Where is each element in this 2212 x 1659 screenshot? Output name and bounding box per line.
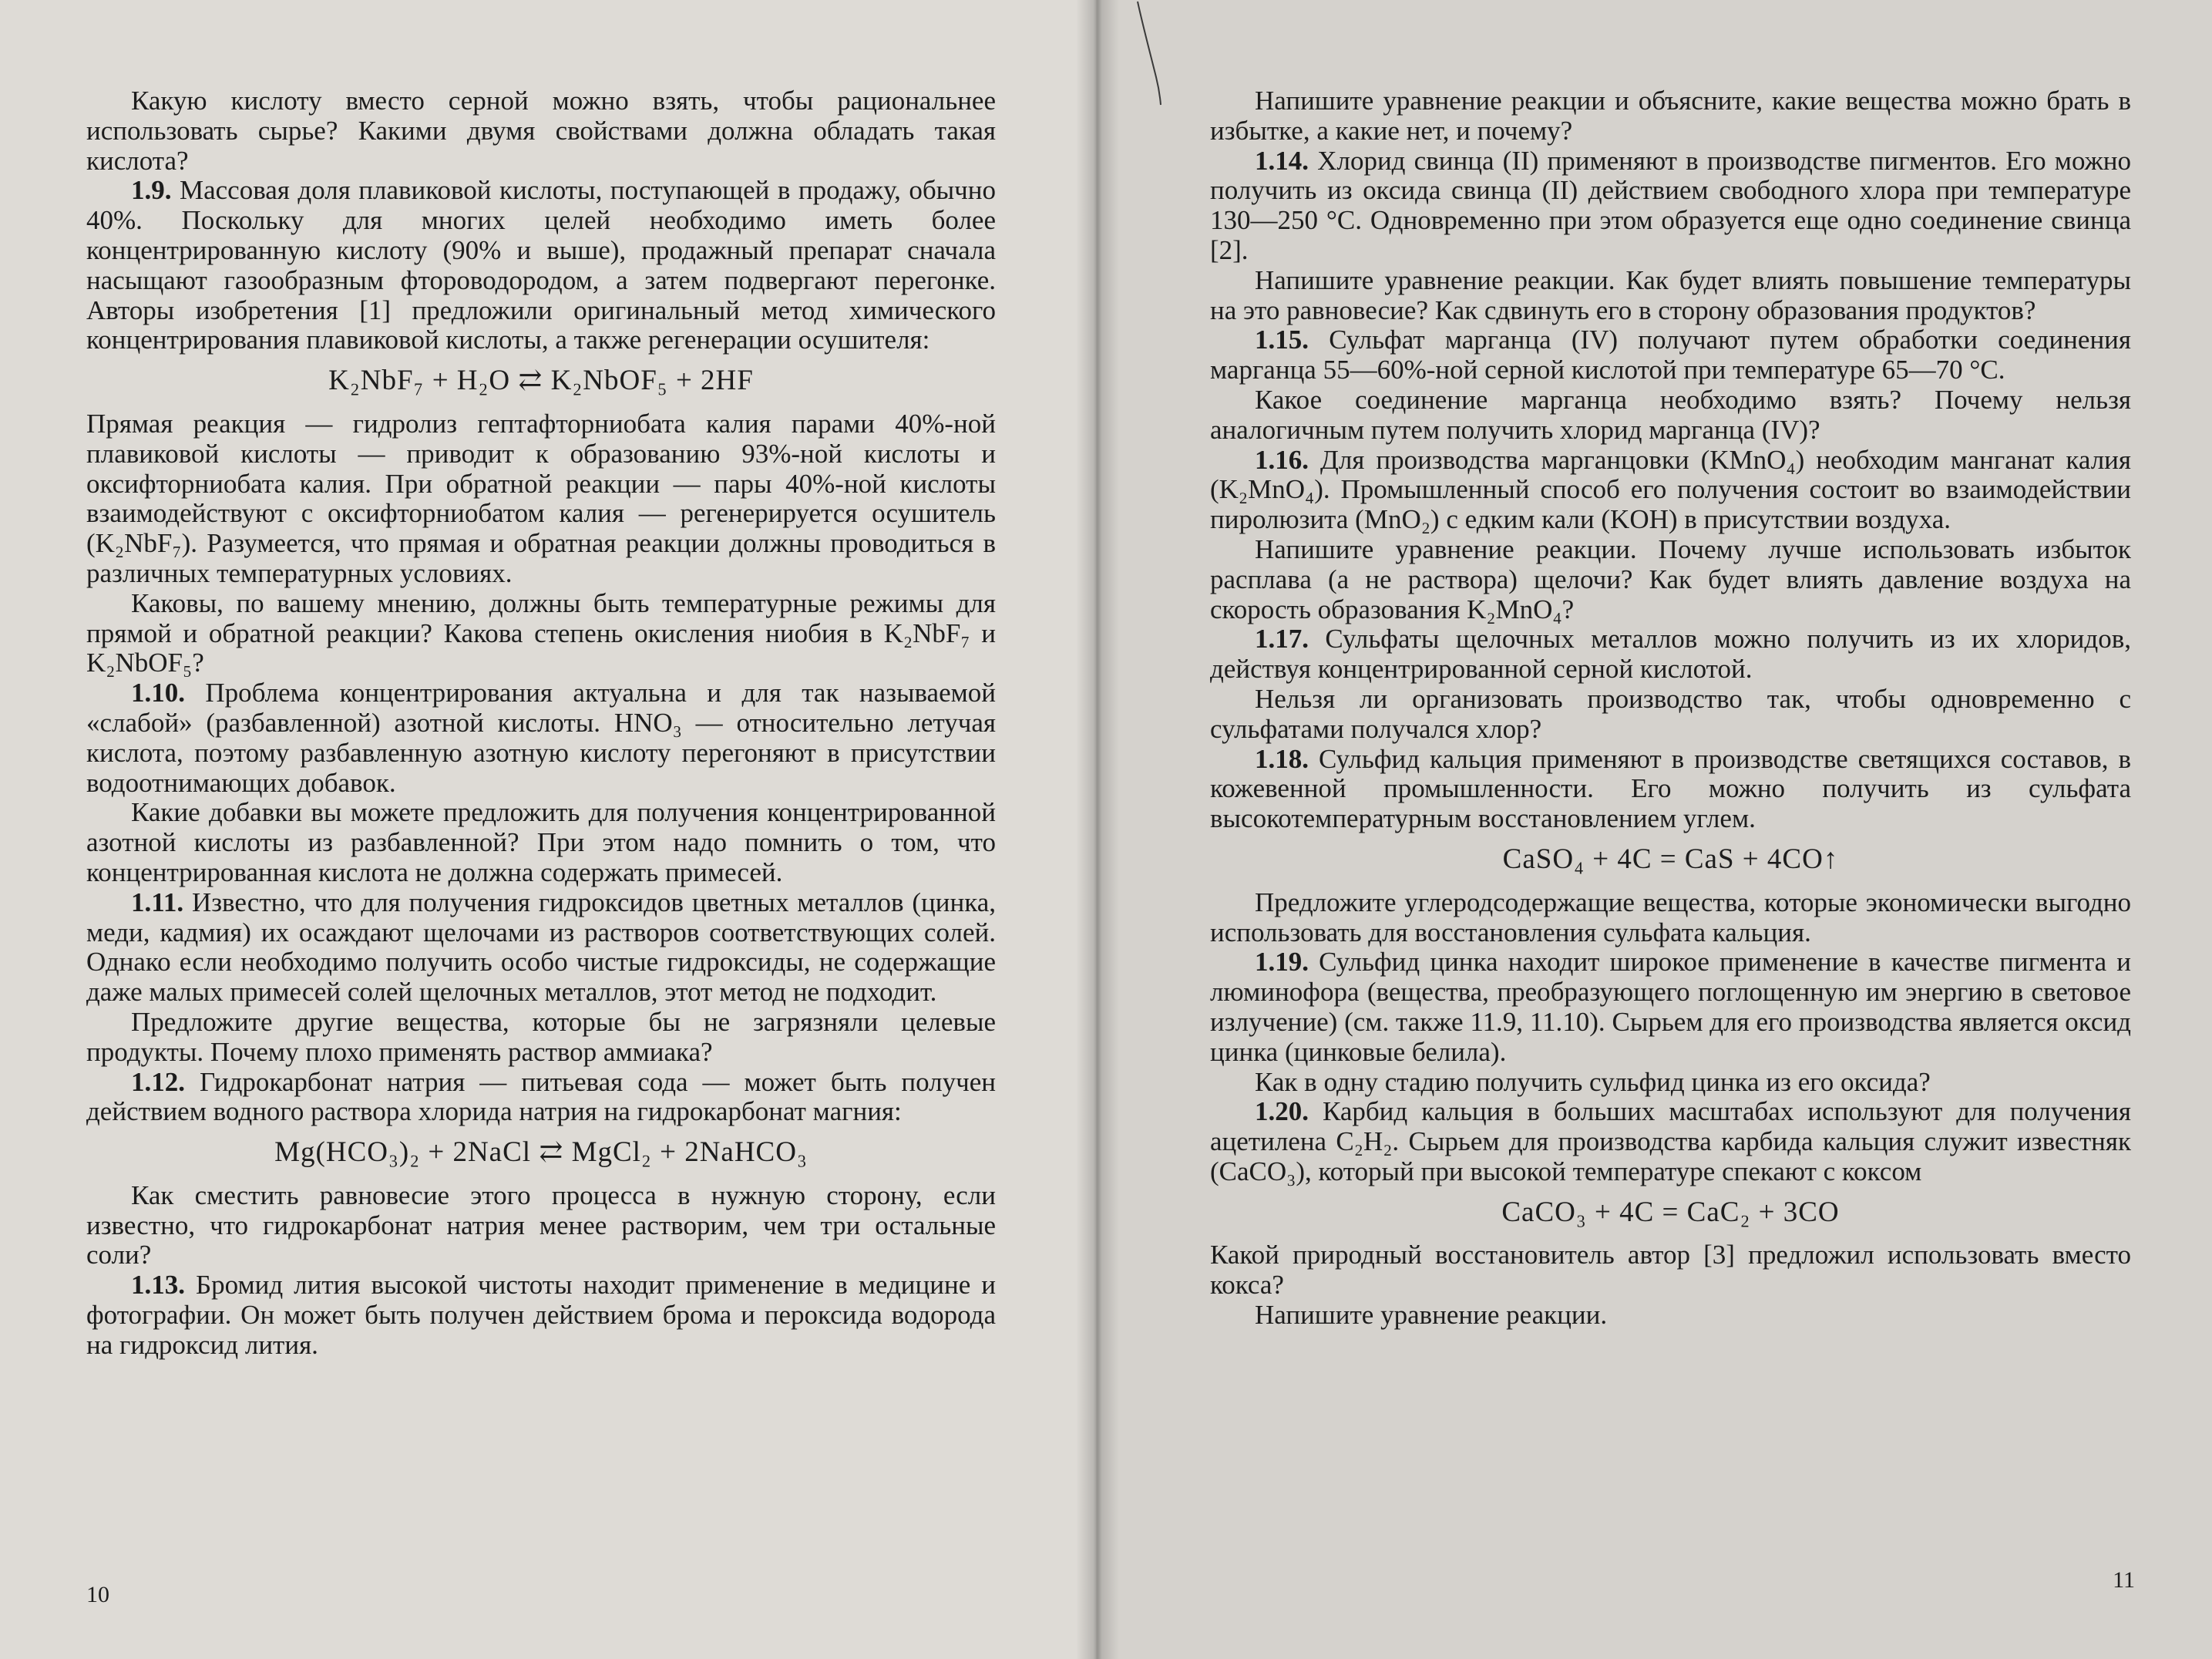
paragraph [1210, 624, 2131, 685]
pencil-mark [1135, 0, 1181, 108]
problem-number: 1.9. [131, 175, 172, 206]
paragraph-text: Напишите уравнение реакции. Почему лучше использовать избыток расплава (а не раствора) щелочи? Как будет влиять давление воздуха на скорость образования K₂MnO₄? [1210, 533, 2131, 624]
paragraph-text: Нельзя ли организовать производство так, чтобы одновременно с сульфатами получался хлор? [1210, 683, 2131, 744]
paragraph [1210, 446, 2131, 535]
paragraph-text: Для производства марганцовки (KMnO₄) необходим манганат калия (K₂MnO₄). Промышленный способ его получения состоит во взаимодействии пиролюзита (MnO₂) с едким кали (KOH) в присутствии воздуха. [1210, 444, 2132, 535]
paragraph-text: Напишите уравнение реакции. [1255, 1300, 1608, 1331]
paragraph-text: Гидрокарбонат натрия — питьевая сода — может быть получен действием водного раствора хлорида натрия на гидрокарбонат магния: [86, 1066, 996, 1127]
paragraph [1210, 325, 2131, 385]
chemical-equation: CaCO₃ + 4C = CaC₂ + 3CO [1501, 1196, 1840, 1228]
paragraph [1210, 266, 2131, 326]
paragraph-text: Какое соединение марганца необходимо взять? Почему нельзя аналогичным путем получить хлорид марганца (IV)? [1210, 384, 2131, 445]
paragraph-text: Сульфаты щелочных металлов можно получить из их хлоридов, действуя концентрированной серной кислотой. [1210, 624, 2131, 685]
paragraph [86, 1008, 996, 1068]
problem-number: 1.14. [1255, 145, 1309, 176]
paragraph-text: Хлорид свинца (II) применяют в производстве пигментов. Его можно получить из оксида свинца (II) действием свободного хлора при температуре 130—250 °C. Одновременно при этом образуется еще одно соединение свинца [2]. [1210, 145, 2131, 265]
paragraph [1210, 1097, 2131, 1186]
paragraph-text: Сульфид цинка находит широкое применение в качестве пигмента и люминофора (вещества, преобразующего поглощенную им энергию в световое излучение) (см. также 11.9, 11.10). Сырьем для его производства является оксид цинка (цинковые белила). [1210, 947, 2131, 1067]
paragraph-text: Карбид кальция в больших масштабах используют для получения ацетилена C₂H₂. Сырьем для производства карбида кальция служит известняк (CaCO₃), который при высокой температуре спекают с коксом [1210, 1096, 2131, 1186]
paragraph [1210, 745, 2131, 834]
paragraph-text: Напишите уравнение реакции. Как будет влиять повышение температуры на это равновесие? Как сдвинуть его в сторону образования продуктов? [1210, 264, 2131, 325]
paragraph [1210, 535, 2131, 624]
paragraph [86, 1270, 996, 1360]
paragraph [86, 1181, 996, 1270]
paragraph-text: Сульфат марганца (IV) получают путем обработки соединения марганца 55—60%-ной серной кислотой при температуре 65—70 °C. [1210, 325, 2132, 385]
paragraph-text: Бромид лития высокой чистоты находит применение в медицине и фотографии. Он может быть получен действием брома и пероксида водорода на гидроксид лития. [86, 1270, 996, 1360]
paragraph [1210, 146, 2131, 266]
paragraph-text: Какой природный восстановитель автор [3] предложил использовать вместо кокса? [1210, 1240, 2131, 1301]
paragraph [86, 176, 996, 355]
paragraph [86, 1068, 996, 1128]
paragraph-text: Напишите уравнение реакции и объясните, какие вещества можно брать в избытке, а какие нет, и почему? [1210, 86, 2131, 146]
paragraph-text: Как в одну стадию получить сульфид цинка из его оксида? [1255, 1066, 1931, 1097]
problem-number: 1.15. [1255, 325, 1309, 355]
problem-number: 1.16. [1255, 444, 1309, 475]
paragraph-text: Проблема концентрирования актуальна и для так называемой «слабой» (разбавленной) азотной кислоты. HNO₃ — относительно летучая кислота, поэтому разбавленную азотную кислоту перегоняют в присутствии водоотнимающих добавок. [86, 678, 996, 798]
paragraph-text: Массовая доля плавиковой кислоты, поступающей в продажу, обычно 40%. Поскольку для многих целей необходимо иметь более концентрированную кислоту (90% и выше), продажный препарат сначала насыщают газообразным фтороводородом, а затем подвергают перегонке. Авторы изобретения [1] предложили оригинальный метод химического концентрирования плавиковой кислоты, а также регенерации осушителя: [86, 175, 996, 355]
paragraph-text: Сульфид кальция применяют в производстве светящихся составов, в кожевенной промышленности. Его можно получить из сульфата высокотемпературным восстановлением углем. [1210, 743, 2132, 834]
problem-number: 1.13. [131, 1270, 185, 1301]
paragraph-text: Какую кислоту вместо серной можно взять, чтобы рациональнее использовать сырье? Какими двумя свойствами должна обладать такая кислота? [86, 86, 996, 176]
right-page-text [1210, 86, 2131, 1331]
chemical-equation: K₂NbF₇ + H₂O ⇄ K₂NbOF₅ + 2HF [328, 365, 754, 397]
chemical-equation: CaSO₄ + 4C = CaS + 4CO↑ [1502, 843, 1839, 875]
paragraph-text: Предложите другие вещества, которые бы не загрязняли целевые продукты. Почему плохо применять раствор аммиака? [86, 1006, 996, 1067]
left-page [0, 0, 1096, 1659]
page-number-left: 10 [86, 1582, 109, 1607]
paragraph [1210, 947, 2131, 1067]
paragraph [86, 678, 996, 798]
paragraph [1210, 1068, 2131, 1098]
paragraph-text: Как сместить равновесие этого процесса в нужную сторону, если известно, что гидрокарбонат натрия менее растворим, чем три остальные соли? [86, 1179, 996, 1270]
problem-number: 1.10. [131, 678, 185, 708]
chemical-equation: Mg(HCO₃)₂ + 2NaCl ⇄ MgCl₂ + 2NaHCO₃ [274, 1136, 808, 1169]
paragraph-text: Предложите углеродсодержащие вещества, которые экономически выгодно использовать для восстановления сульфата кальция. [1210, 887, 2131, 947]
problem-number: 1.17. [1255, 624, 1309, 655]
paragraph-text: Какие добавки вы можете предложить для получения концентрированной азотной кислоты из разбавленной? При этом надо помнить о том, что концентрированная кислота не должна содержать примесей. [86, 797, 996, 887]
problem-number: 1.19. [1255, 947, 1309, 978]
paragraph [1210, 1240, 2131, 1301]
book-gutter-shadow [1076, 0, 1119, 1659]
problem-number: 1.11. [131, 887, 184, 917]
left-page-text [86, 86, 996, 1361]
paragraph [1210, 385, 2131, 446]
paragraph [1210, 888, 2131, 948]
right-page [1096, 0, 2212, 1659]
paragraph-text: Каковы, по вашему мнению, должны быть температурные режимы для прямой и обратной реакции? Какова степень окисления ниобия в K₂NbF₇ и K₂NbOF₅? [86, 587, 996, 678]
paragraph [86, 798, 996, 887]
paragraph-text: Известно, что для получения гидроксидов цветных металлов (цинка, меди, кадмия) их осаждают щелочами из растворов соответствующих солей. Однако если необходимо получить особо чистые гидроксиды, не содержащие даже малых примесей солей щелочных металлов, этот метод не подходит. [86, 887, 996, 1008]
paragraph-text: Прямая реакция — гидролиз гептафторниобата калия парами 40%-ной плавиковой кислоты — приводит к образованию 93%-ной кислоты и оксифторниобата калия. При обратной реакции — пары 40%-ной кислоты взаимодействуют с оксифторниобатом калия — регенерируется осушитель (K₂NbF₇). Разумеется, что прямая и обратная реакции должны проводиться в различных температурных условиях. [86, 408, 996, 588]
paragraph [86, 888, 996, 1008]
page-number-right: 11 [2113, 1567, 2135, 1593]
problem-number: 1.18. [1255, 743, 1309, 774]
paragraph [86, 86, 996, 176]
paragraph [1210, 86, 2131, 146]
paragraph [1210, 685, 2131, 745]
paragraph [86, 409, 996, 589]
paragraph [86, 589, 996, 678]
problem-number: 1.20. [1255, 1096, 1309, 1127]
problem-number: 1.12. [131, 1066, 185, 1097]
paragraph [1210, 1301, 2131, 1331]
